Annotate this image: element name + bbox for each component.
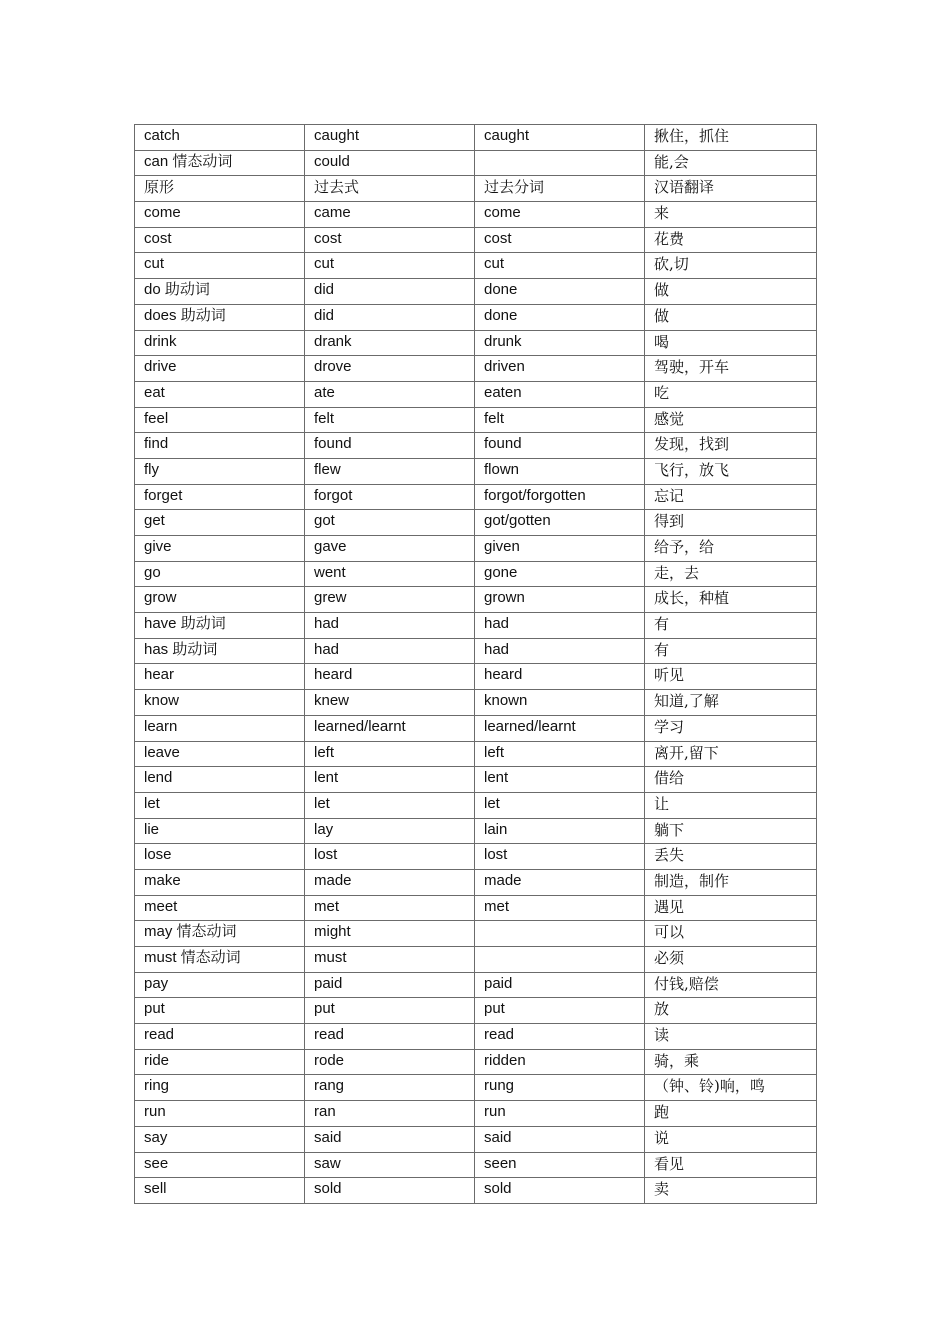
translation-cell: 必须 (645, 947, 817, 973)
base-form-cell: see (135, 1152, 305, 1178)
base-form-cell: sell (135, 1178, 305, 1204)
past-tense-cell: met (305, 895, 475, 921)
past-tense-cell: saw (305, 1152, 475, 1178)
past-participle-cell: lent (475, 767, 645, 793)
base-form-cell: say (135, 1126, 305, 1152)
table-row (135, 381, 817, 407)
past-participle-cell: met (475, 895, 645, 921)
translation-cell: 汉语翻译 (645, 176, 817, 202)
table-row (135, 638, 817, 664)
past-participle-cell: cut (475, 253, 645, 279)
past-tense-cell: made (305, 869, 475, 895)
past-participle-cell (475, 947, 645, 973)
base-form-cell: may 情态动词 (135, 921, 305, 947)
translation-cell: 可以 (645, 921, 817, 947)
base-form-cell: can 情态动词 (135, 150, 305, 176)
translation-cell: 听见 (645, 664, 817, 690)
translation-cell: 发现，找到 (645, 433, 817, 459)
past-tense-cell: found (305, 433, 475, 459)
base-form-cell: forget (135, 484, 305, 510)
past-tense-cell: said (305, 1126, 475, 1152)
table-row (135, 536, 817, 562)
past-participle-cell: done (475, 304, 645, 330)
past-participle-cell: felt (475, 407, 645, 433)
past-tense-cell: 过去式 (305, 176, 475, 202)
table-row (135, 741, 817, 767)
translation-cell: 得到 (645, 510, 817, 536)
past-tense-cell: sold (305, 1178, 475, 1204)
past-participle-cell: flown (475, 458, 645, 484)
translation-cell: 让 (645, 792, 817, 818)
past-participle-cell: done (475, 279, 645, 305)
past-participle-cell: come (475, 202, 645, 228)
base-form-cell: drink (135, 330, 305, 356)
past-tense-cell: grew (305, 587, 475, 613)
past-participle-cell: learned/learnt (475, 715, 645, 741)
table-row (135, 690, 817, 716)
past-tense-cell: paid (305, 972, 475, 998)
table-row (135, 1049, 817, 1075)
translation-cell: 做 (645, 304, 817, 330)
base-form-cell: run (135, 1101, 305, 1127)
past-tense-cell: could (305, 150, 475, 176)
translation-cell: 丢失 (645, 844, 817, 870)
translation-cell: 知道,了解 (645, 690, 817, 716)
past-tense-cell: might (305, 921, 475, 947)
base-form-cell: fly (135, 458, 305, 484)
past-participle-cell: ridden (475, 1049, 645, 1075)
past-tense-cell: let (305, 792, 475, 818)
past-tense-cell: felt (305, 407, 475, 433)
past-tense-cell: left (305, 741, 475, 767)
past-tense-cell: got (305, 510, 475, 536)
past-tense-cell: flew (305, 458, 475, 484)
translation-cell: 学习 (645, 715, 817, 741)
table-row (135, 1152, 817, 1178)
past-participle-cell: put (475, 998, 645, 1024)
base-form-cell: lend (135, 767, 305, 793)
base-form-cell: leave (135, 741, 305, 767)
table-row (135, 253, 817, 279)
past-participle-cell: forgot/forgotten (475, 484, 645, 510)
past-tense-cell: came (305, 202, 475, 228)
past-participle-cell: had (475, 638, 645, 664)
past-tense-cell: did (305, 304, 475, 330)
past-tense-cell: forgot (305, 484, 475, 510)
past-participle-cell (475, 150, 645, 176)
past-tense-cell: rode (305, 1049, 475, 1075)
translation-cell: 躺下 (645, 818, 817, 844)
base-form-cell: hear (135, 664, 305, 690)
translation-cell: 成长，种植 (645, 587, 817, 613)
base-form-cell: make (135, 869, 305, 895)
table-row (135, 510, 817, 536)
table-row (135, 715, 817, 741)
translation-cell: 说 (645, 1126, 817, 1152)
base-form-cell: lose (135, 844, 305, 870)
translation-cell: 花费 (645, 227, 817, 253)
base-form-cell: come (135, 202, 305, 228)
table-row (135, 869, 817, 895)
base-form-cell: have 助动词 (135, 613, 305, 639)
past-participle-cell: said (475, 1126, 645, 1152)
base-form-cell: does 助动词 (135, 304, 305, 330)
table-row (135, 998, 817, 1024)
past-participle-cell: gone (475, 561, 645, 587)
table-row (135, 972, 817, 998)
table-row (135, 279, 817, 305)
translation-cell: 忘记 (645, 484, 817, 510)
past-participle-cell: lain (475, 818, 645, 844)
base-form-cell: read (135, 1024, 305, 1050)
table-row (135, 356, 817, 382)
table-row (135, 587, 817, 613)
past-tense-cell: drove (305, 356, 475, 382)
verb-table-body (135, 125, 817, 1204)
table-row (135, 613, 817, 639)
past-participle-cell: eaten (475, 381, 645, 407)
table-row (135, 176, 817, 202)
past-tense-cell: lay (305, 818, 475, 844)
base-form-cell: cost (135, 227, 305, 253)
past-participle-cell: got/gotten (475, 510, 645, 536)
translation-cell: 走，去 (645, 561, 817, 587)
past-tense-cell: gave (305, 536, 475, 562)
translation-cell: 能,会 (645, 150, 817, 176)
past-tense-cell: knew (305, 690, 475, 716)
translation-cell: 驾驶，开车 (645, 356, 817, 382)
table-row (135, 1178, 817, 1204)
table-row (135, 561, 817, 587)
translation-cell: 卖 (645, 1178, 817, 1204)
translation-cell: 飞行，放飞 (645, 458, 817, 484)
past-participle-cell: found (475, 433, 645, 459)
translation-cell: 遇见 (645, 895, 817, 921)
translation-cell: 揪住，抓住 (645, 125, 817, 151)
past-tense-cell: rang (305, 1075, 475, 1101)
table-row (135, 895, 817, 921)
base-form-cell: learn (135, 715, 305, 741)
base-form-cell: cut (135, 253, 305, 279)
base-form-cell: do 助动词 (135, 279, 305, 305)
table-row (135, 844, 817, 870)
translation-cell: 制造，制作 (645, 869, 817, 895)
base-form-cell: find (135, 433, 305, 459)
translation-cell: 砍,切 (645, 253, 817, 279)
past-participle-cell: run (475, 1101, 645, 1127)
table-row (135, 125, 817, 151)
past-participle-cell: heard (475, 664, 645, 690)
base-form-cell: 原形 (135, 176, 305, 202)
translation-cell: 有 (645, 613, 817, 639)
past-tense-cell: caught (305, 125, 475, 151)
past-tense-cell: drank (305, 330, 475, 356)
base-form-cell: give (135, 536, 305, 562)
past-participle-cell: given (475, 536, 645, 562)
base-form-cell: grow (135, 587, 305, 613)
past-participle-cell: had (475, 613, 645, 639)
translation-cell: 骑，乘 (645, 1049, 817, 1075)
translation-cell: 借给 (645, 767, 817, 793)
table-row (135, 664, 817, 690)
past-tense-cell: heard (305, 664, 475, 690)
past-participle-cell (475, 921, 645, 947)
past-tense-cell: lent (305, 767, 475, 793)
past-tense-cell: did (305, 279, 475, 305)
table-row (135, 227, 817, 253)
past-participle-cell: 过去分词 (475, 176, 645, 202)
table-row (135, 407, 817, 433)
table-row (135, 767, 817, 793)
translation-cell: 看见 (645, 1152, 817, 1178)
past-tense-cell: ate (305, 381, 475, 407)
table-row (135, 818, 817, 844)
table-row (135, 1101, 817, 1127)
table-row (135, 1126, 817, 1152)
base-form-cell: catch (135, 125, 305, 151)
past-tense-cell: lost (305, 844, 475, 870)
table-row (135, 1024, 817, 1050)
past-participle-cell: rung (475, 1075, 645, 1101)
past-tense-cell: read (305, 1024, 475, 1050)
table-row (135, 330, 817, 356)
past-participle-cell: known (475, 690, 645, 716)
base-form-cell: lie (135, 818, 305, 844)
translation-cell: 有 (645, 638, 817, 664)
past-participle-cell: lost (475, 844, 645, 870)
past-participle-cell: cost (475, 227, 645, 253)
translation-cell: 付钱,赔偿 (645, 972, 817, 998)
table-row (135, 484, 817, 510)
base-form-cell: must 情态动词 (135, 947, 305, 973)
past-participle-cell: drunk (475, 330, 645, 356)
past-tense-cell: must (305, 947, 475, 973)
irregular-verb-table (134, 124, 817, 1204)
past-participle-cell: read (475, 1024, 645, 1050)
translation-cell: 吃 (645, 381, 817, 407)
table-row (135, 304, 817, 330)
past-tense-cell: cut (305, 253, 475, 279)
base-form-cell: eat (135, 381, 305, 407)
translation-cell: （钟、铃)响，鸣 (645, 1075, 817, 1101)
past-participle-cell: left (475, 741, 645, 767)
base-form-cell: feel (135, 407, 305, 433)
past-participle-cell: seen (475, 1152, 645, 1178)
base-form-cell: ride (135, 1049, 305, 1075)
past-participle-cell: let (475, 792, 645, 818)
translation-cell: 做 (645, 279, 817, 305)
table-row (135, 433, 817, 459)
past-tense-cell: ran (305, 1101, 475, 1127)
table-row (135, 150, 817, 176)
base-form-cell: go (135, 561, 305, 587)
table-row (135, 458, 817, 484)
table-row (135, 947, 817, 973)
translation-cell: 给予，给 (645, 536, 817, 562)
past-tense-cell: cost (305, 227, 475, 253)
past-participle-cell: grown (475, 587, 645, 613)
past-participle-cell: sold (475, 1178, 645, 1204)
base-form-cell: get (135, 510, 305, 536)
past-tense-cell: had (305, 638, 475, 664)
past-tense-cell: went (305, 561, 475, 587)
base-form-cell: drive (135, 356, 305, 382)
translation-cell: 感觉 (645, 407, 817, 433)
base-form-cell: pay (135, 972, 305, 998)
table-row (135, 792, 817, 818)
translation-cell: 离开,留下 (645, 741, 817, 767)
base-form-cell: has 助动词 (135, 638, 305, 664)
past-participle-cell: paid (475, 972, 645, 998)
table-row (135, 921, 817, 947)
past-participle-cell: made (475, 869, 645, 895)
past-participle-cell: caught (475, 125, 645, 151)
base-form-cell: ring (135, 1075, 305, 1101)
translation-cell: 放 (645, 998, 817, 1024)
past-participle-cell: driven (475, 356, 645, 382)
base-form-cell: meet (135, 895, 305, 921)
table-row (135, 1075, 817, 1101)
base-form-cell: let (135, 792, 305, 818)
past-tense-cell: had (305, 613, 475, 639)
translation-cell: 读 (645, 1024, 817, 1050)
table-row (135, 202, 817, 228)
base-form-cell: put (135, 998, 305, 1024)
past-tense-cell: put (305, 998, 475, 1024)
translation-cell: 跑 (645, 1101, 817, 1127)
base-form-cell: know (135, 690, 305, 716)
translation-cell: 喝 (645, 330, 817, 356)
past-tense-cell: learned/learnt (305, 715, 475, 741)
translation-cell: 来 (645, 202, 817, 228)
